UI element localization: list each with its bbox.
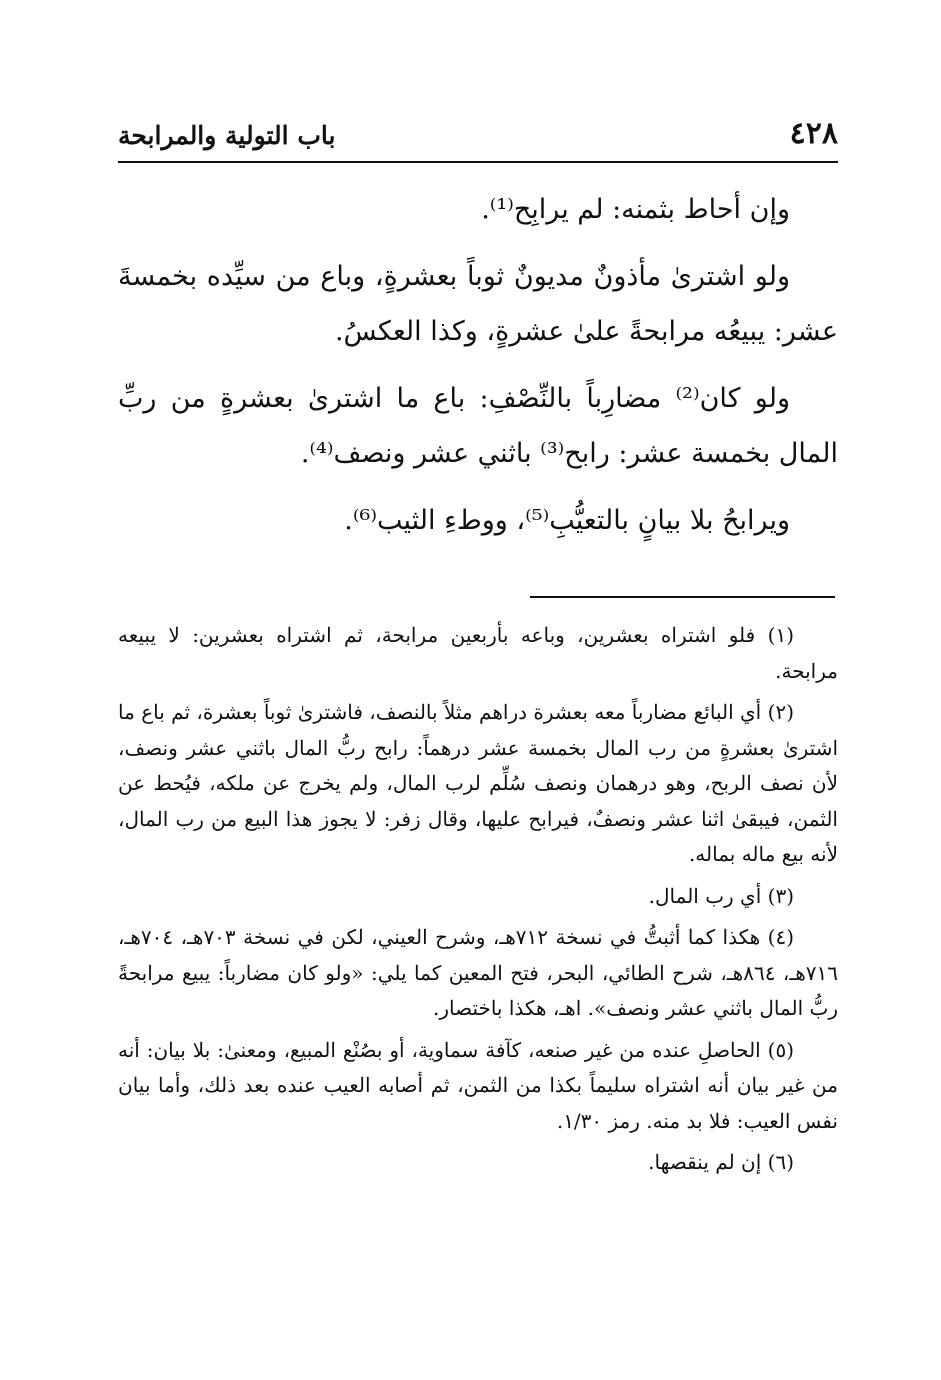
footnote: (٤) هكذا كما أثبتُّ في نسخة ٧١٢هـ، وشرح العيني، لكن في نسخة ٧٠٣هـ، ٧٠٤هـ، ٧١٦هـ، ٨٦٤هـ، شرح الطائي، البحر، فتح المعين كما يلي: «ولو كان مضارباً: يبيع مرابحةً ربُّ المال باثني عشر ونصف». اهـ، هكذا باختصار. xyxy=(118,925,839,1020)
main-paragraph: وإن أحاط بثمنه: لم يرابِح⁽¹⁾. xyxy=(481,194,790,225)
footnote: (٦) إن لم ينقصها. xyxy=(648,1150,794,1174)
footnote: (٢) أي البائع مضارباً معه بعشرة دراهم مثلاً بالنصف، فاشترىٰ ثوباً بعشرة، ثم باع ما اشترىٰ بعشرةٍ من رب المال بخمسة عشر درهماً: رابح ربُّ المال باثني عشر ونصف، لأن نصف الربح، وهو درهمان ونصف سُلِّم لرب المال، ولم يخرج عن ملكه، فيُحط عن الثمن، فيبقىٰ اثنا عشر ونصفٌ، فيرابح عليها، وقال زفر: لا يجوز هذا البيع من رب المال، لأنه بيع ماله بماله. xyxy=(118,700,839,866)
main-paragraph: ويرابحُ بلا بيانٍ بالتعيُّبِ⁽⁵⁾، ووطءِ الثيب⁽⁶⁾. xyxy=(344,505,790,536)
running-title: باب التولية والمرابحة xyxy=(118,121,336,150)
header-rule xyxy=(118,161,838,163)
footnote: (٥) الحاصلِ عنده من غير صنعه، كآفة سماوية، أو بصُنْع المبيع، ومعنىٰ: بلا بيان: أنه من غير بيان أنه اشتراه سليماً بكذا من الثمن، ثم أصابه العيب عنده بعد ذلك، وأما بيان نفس العيب: فلا بد منه. رمز ١/٣٠. xyxy=(118,1037,838,1133)
footnote: (٣) أي رب المال. xyxy=(648,883,794,908)
page-header xyxy=(118,112,838,158)
main-paragraph: ولو اشترىٰ مأذونٌ مديونٌ ثوباً بعشرةٍ، وباع من سيِّده بخمسةَ عشر: يبيعُه مرابحةً علىٰ عشرةٍ، وكذا العكسُ. xyxy=(118,261,838,347)
footnote: (١) فلو اشتراه بعشرين، وباعه بأربعين مرابحة، ثم اشتراه بعشرين: لا يبيعه مرابحة. xyxy=(118,623,838,683)
page-number: ٤٢٨ xyxy=(789,116,838,151)
main-text xyxy=(118,182,838,560)
main-paragraph: ولو كان⁽²⁾ مضارِباً بالنِّصْفِ: باع ما اشترىٰ بعشرةٍ من ربِّ المال بخمسة عشر: رابح⁽³⁾ باثني عشر ونصف⁽⁴⁾. xyxy=(118,383,838,469)
footnotes xyxy=(118,618,838,1187)
footnote-rule xyxy=(530,596,835,598)
